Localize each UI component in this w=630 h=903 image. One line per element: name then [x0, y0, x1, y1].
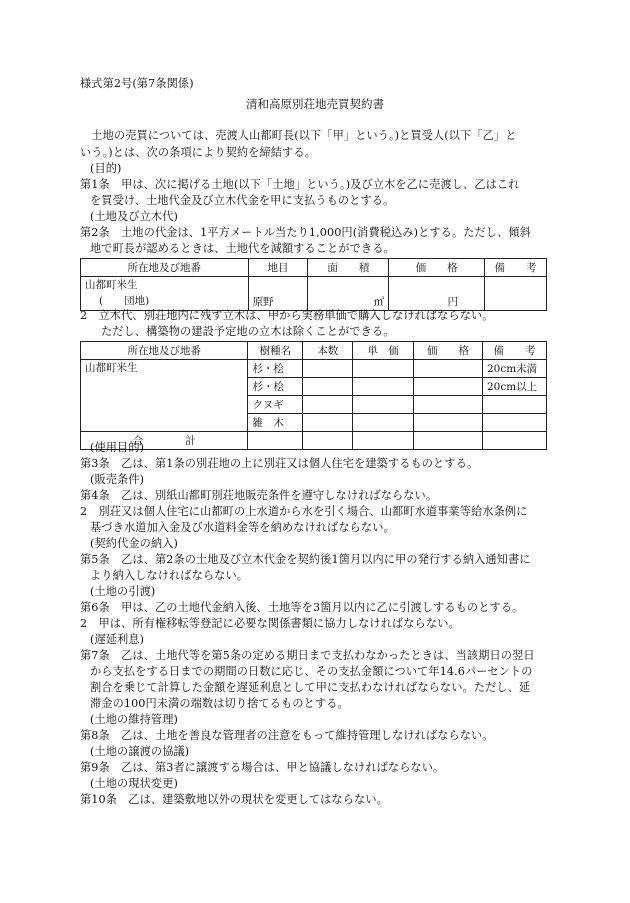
land-table-location: 山都町米生 — [85, 279, 138, 291]
preamble-line-2: いう。)とは、次の条項により契約を締結する。 — [80, 146, 316, 159]
land-table-price-unit: 円 — [389, 277, 485, 311]
land-table-header-area: 面 積 — [308, 259, 389, 277]
timber-table-note: 20cm未満 — [482, 360, 546, 378]
timber-table-note — [482, 396, 546, 414]
article-5-line-2: より納入しなければならない。 — [90, 569, 249, 582]
timber-table-header-count: 本数 — [303, 342, 353, 360]
article-4-line-3: 基づき水道加入金及び水道料金等を納めなければならない。 — [90, 521, 395, 534]
article-6-heading: (土地の引渡) — [90, 585, 156, 598]
land-table-header-price: 価 格 — [389, 259, 485, 277]
land-table-header-category: 地目 — [248, 259, 308, 277]
land-table-header-notes: 備 考 — [485, 259, 547, 277]
preamble-line-1: 土地の売買については、売渡人山都町長(以下「甲」という。)と買受人(以下「乙」と — [80, 129, 517, 142]
article-10-line-1: 第10条 乙は、建築敷地以外の現状を変更してはならない。 — [80, 793, 388, 806]
article-6-line-1: 第6条 甲は、乙の土地代金納入後、土地等を3箇月以内に乙に引渡しするものとする。 — [80, 601, 524, 614]
article-1-line-1: 第1条 甲は、次に掲げる土地(以下「土地」という。)及び立木を乙に売渡し、乙はこれ — [80, 178, 520, 191]
timber-table-header-species: 樹種名 — [248, 342, 303, 360]
article-2-para-2-line-1: 2 立木代、別荘地内に残す立木は、甲から実務単価で購入しなければならない。 — [80, 309, 494, 322]
land-table-area-unit: ㎡ — [308, 277, 389, 311]
article-4-line-2: 2 別荘又は個人住宅に山都町の上水道から水を引く場合、山都町水道事業等給水条例に — [80, 505, 528, 518]
article-3-heading: (使用目的) — [90, 441, 145, 454]
article-2-line-2: 地で町長が認めるときは、土地代を減額することができる。 — [90, 242, 395, 255]
article-5-line-1: 第5条 乙は、第2条の土地及び立木代金を契約後1箇月以内に甲の発行する納入通知書に — [80, 553, 531, 566]
timber-table-header-location: 所在地及び地番 — [81, 342, 248, 360]
article-8-heading: (土地の維持管理) — [90, 713, 178, 726]
land-table — [80, 258, 547, 311]
form-number: 様式第2号(第7条関係) — [80, 77, 194, 90]
timber-table-note — [482, 414, 546, 432]
article-2-heading: (土地及び立木代) — [90, 210, 178, 223]
article-2-para-2-line-2: ただし、構築物の建設予定地の立木は除くことができる。 — [101, 325, 395, 338]
land-table-category: 原野 — [248, 277, 308, 311]
land-table-estate: ( 団地) — [99, 295, 150, 307]
timber-table — [80, 341, 547, 450]
article-2-line-1: 第2条 土地の代金は、1平方メートル当たり1,000円(消費税込み)とする。ただし、傾斜 — [80, 226, 531, 239]
timber-table-species: 雑 木 — [248, 414, 303, 432]
timber-table-species: 杉・桧 — [248, 360, 303, 378]
article-7-line-1: 第7条 乙は、土地代等を第5条の定める期日まで支払わなかったときは、当該期日の翌日 — [80, 649, 535, 662]
article-1-line-2: を買受け、土地代金及び立木代金を甲に支払うものとする。 — [90, 194, 395, 207]
land-table-header-location: 所在地及び地番 — [81, 259, 249, 277]
timber-table-header-notes: 備 考 — [482, 342, 546, 360]
article-5-heading: (契約代金の納入) — [90, 537, 178, 550]
timber-table-header-unit-price: 単 価 — [353, 342, 414, 360]
land-table-location-cell — [81, 277, 249, 311]
article-3-line-1: 第3条 乙は、第1条の別荘地の上に別荘又は個人住宅を建築するものとする。 — [80, 457, 479, 470]
timber-table-note: 20cm以上 — [482, 378, 546, 396]
article-7-line-4: 滞金の100円未満の端数は切り捨てるものとする。 — [90, 697, 349, 710]
timber-table-row — [81, 360, 547, 378]
article-9-line-1: 第9条 乙は、第3者に譲渡する場合は、甲と協議しなければならない。 — [80, 761, 445, 774]
document-title: 清和高原別荘地売買契約書 — [246, 97, 384, 111]
article-4-line-1: 第4条 乙は、別紙山都町別荘地販売条件を遵守しなければならない。 — [80, 489, 438, 502]
article-1-heading: (目的) — [90, 162, 122, 175]
timber-table-header-price: 価 格 — [414, 342, 483, 360]
timber-table-species: 杉・桧 — [248, 378, 303, 396]
article-4-heading: (販売条件) — [90, 473, 145, 486]
timber-table-total-row — [81, 432, 547, 450]
land-table-notes-cell — [485, 277, 547, 311]
timber-table-location: 山都町米生 — [81, 360, 248, 432]
article-7-line-2: から支払をする日までの期間の日数に応じ、その支払金額について年14.6パーセントの — [90, 665, 533, 678]
article-8-line-1: 第8条 乙は、土地を善良な管理者の注意をもって維持管理しなければならない。 — [80, 729, 494, 742]
article-7-line-3: 割合を乗じて計算した金額を遅延利息として甲に支払わなければならない。ただし、延 — [90, 681, 531, 694]
article-10-heading: (土地の現状変更) — [90, 777, 178, 790]
timber-table-species: クヌギ — [248, 396, 303, 414]
article-9-heading: (土地の譲渡の協議) — [90, 745, 190, 758]
timber-table-total-label: 合 計 — [81, 432, 248, 450]
article-6-line-2: 2 甲は、所有権移転等登記に必要な関係書類に協力しなければならない。 — [80, 617, 460, 630]
article-7-heading: (遅延利息) — [90, 633, 145, 646]
